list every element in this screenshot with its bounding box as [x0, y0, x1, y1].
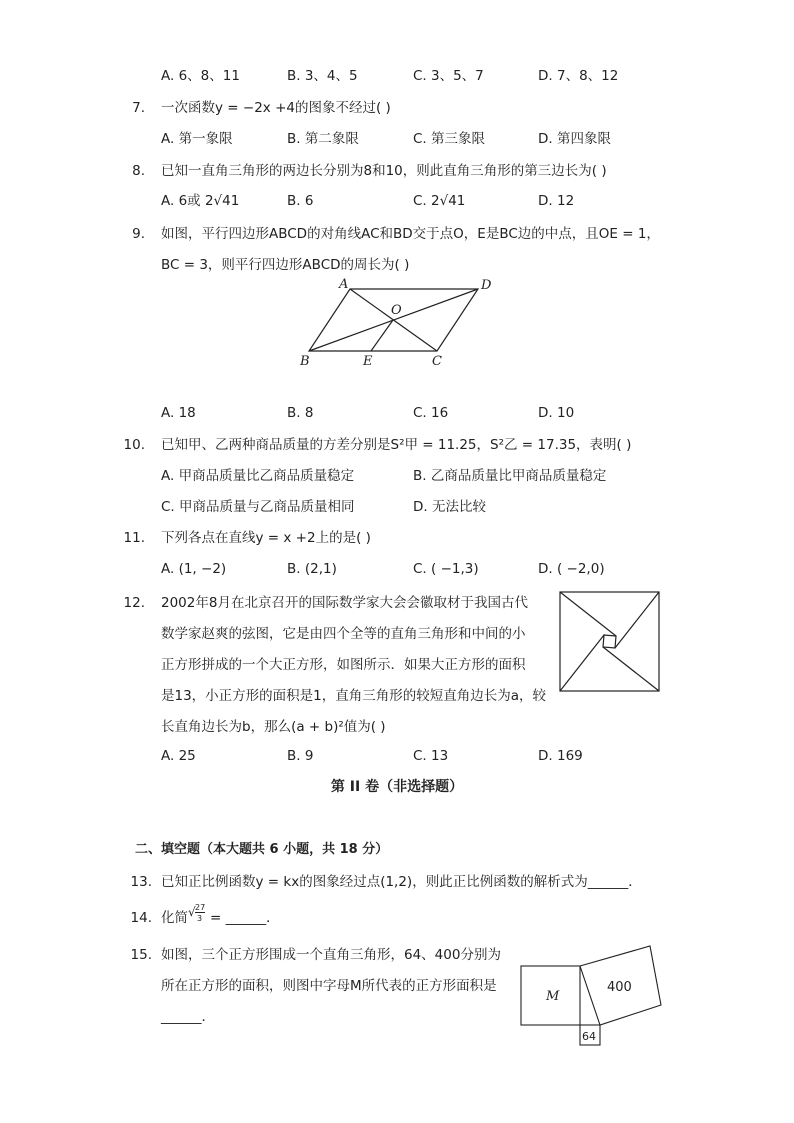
q12-option-c: C. 13 — [413, 748, 449, 764]
label-64: 64 — [582, 1030, 596, 1043]
q15-stem-line2: 所在正方形的面积，则图中字母M所代表的正方形面积是 — [161, 978, 497, 994]
q15-number: 15. — [130, 947, 152, 963]
q9-stem-line1: 如图，平行四边形ABCD的对角线AC和BD交于点O，E是BC边的中点，且OE = 1， — [161, 226, 660, 242]
q6-option-b: B. 3、4、5 — [287, 68, 358, 84]
big-square — [560, 592, 659, 691]
q9-option-d: D. 10 — [538, 405, 575, 421]
hypotenuse-line-1 — [560, 592, 616, 636]
sqrt-sign-icon: √ — [188, 905, 196, 919]
q7-option-a: A. 第一象限 — [161, 131, 233, 147]
q13-stem: 已知正比例函数y = kx的图象经过点(1,2)，则此正比例函数的解析式为______． — [161, 874, 642, 890]
q7-option-c: C. 第三象限 — [413, 131, 486, 147]
q14-sqrt-fraction — [188, 903, 210, 927]
hypotenuse-line-4 — [560, 635, 604, 691]
q10-option-d: D. 无法比较 — [413, 499, 486, 515]
q12-option-b: B. 9 — [287, 748, 314, 764]
q14-numerator: 27 — [195, 903, 206, 912]
q6-option-c: C. 3、5、7 — [413, 68, 484, 84]
q15-stem-line1: 如图，三个正方形围成一个直角三角形，64、400分别为 — [161, 947, 501, 963]
q11-option-d: D. ( −2,0) — [538, 561, 605, 577]
q11-option-a: A. (1, −2) — [161, 561, 227, 577]
q12-stem-line3: 正方形拼成的一个大正方形，如图所示．如果大正方形的面积 — [161, 657, 526, 673]
zhao-shuang-string-figure — [559, 591, 661, 693]
q15-three-squares-figure — [519, 944, 664, 1046]
q12-option-d: D. 169 — [538, 748, 583, 764]
q13-number: 13. — [130, 874, 152, 890]
q8-stem: 已知一直角三角形的两边长分别为8和10，则此直角三角形的第三边长为( ) — [161, 163, 607, 179]
label-o: O — [391, 303, 402, 318]
q8-option-a: A. 6或 2√41 — [161, 193, 240, 209]
q12-option-a: A. 25 — [161, 748, 196, 764]
q12-stem-line4: 是13，小正方形的面积是1，直角三角形的较短直角边长为a，较 — [161, 688, 547, 704]
part-2-heading: 二、填空题（本大题共 6 小题，共 18 分） — [135, 842, 389, 857]
q9-number: 9. — [132, 226, 145, 242]
q12-stem-line1: 2002年8月在北京召开的国际数学家大会会徽取材于我国古代 — [161, 595, 528, 611]
label-m: M — [546, 989, 560, 1004]
q6-option-a: A. 6、8、11 — [161, 68, 240, 84]
label-400: 400 — [607, 980, 632, 995]
q9-option-a: A. 18 — [161, 405, 196, 421]
q9-option-b: B. 8 — [287, 405, 314, 421]
q9-parallelogram-figure — [295, 276, 500, 371]
q14-suffix: = ______． — [210, 910, 280, 926]
q7-stem: 一次函数y = −2x +4的图象不经过( ) — [161, 100, 391, 116]
q14-stem — [161, 903, 280, 927]
label-b: B — [300, 354, 310, 369]
label-a: A — [339, 277, 349, 292]
q14-number: 14. — [130, 910, 152, 926]
small-square — [603, 635, 616, 648]
hypotenuse-line-3 — [603, 647, 659, 691]
q10-option-a: A. 甲商品质量比乙商品质量稳定 — [161, 468, 355, 484]
q6-option-d: D. 7、8、12 — [538, 68, 619, 84]
q8-option-c: C. 2√41 — [413, 193, 466, 209]
q9-option-c: C. 16 — [413, 405, 449, 421]
q11-number: 11. — [123, 530, 145, 546]
q10-number: 10. — [123, 437, 145, 453]
diagonal-bd — [309, 289, 478, 351]
q7-option-b: B. 第二象限 — [287, 131, 359, 147]
q12-number: 12. — [123, 595, 145, 611]
q11-stem: 下列各点在直线y = x +2上的是( ) — [161, 530, 371, 546]
q12-stem-line2: 数学家赵爽的弦图，它是由四个全等的直角三角形和中间的小 — [161, 626, 526, 642]
q14-denominator: 3 — [197, 914, 203, 923]
q7-option-d: D. 第四象限 — [538, 131, 611, 147]
q7-number: 7. — [132, 100, 145, 116]
q14-prefix: 化简 — [161, 910, 188, 926]
label-e: E — [363, 354, 373, 369]
label-c: C — [432, 354, 442, 369]
q8-option-d: D. 12 — [538, 193, 575, 209]
q10-option-b: B. 乙商品质量比甲商品质量稳定 — [413, 468, 607, 484]
q9-stem-line2: BC = 3，则平行四边形ABCD的周长为( ) — [161, 257, 410, 273]
q10-option-c: C. 甲商品质量与乙商品质量相同 — [161, 499, 355, 515]
q8-option-b: B. 6 — [287, 193, 314, 209]
q10-stem: 已知甲、乙两种商品质量的方差分别是S²甲 = 11.25，S²乙 = 17.35，表明( ) — [161, 437, 632, 453]
q8-number: 8. — [132, 163, 145, 179]
section-2-title: 第 II 卷（非选择题） — [330, 779, 464, 795]
q11-option-c: C. ( −1,3) — [413, 561, 479, 577]
q15-stem-line3: ______． — [161, 1009, 215, 1025]
label-d: D — [481, 278, 492, 293]
hypotenuse-line-2 — [615, 592, 659, 648]
q11-option-b: B. (2,1) — [287, 561, 337, 577]
q12-stem-line5: 长直角边长为b，那么(a + b)²值为( ) — [161, 719, 386, 735]
